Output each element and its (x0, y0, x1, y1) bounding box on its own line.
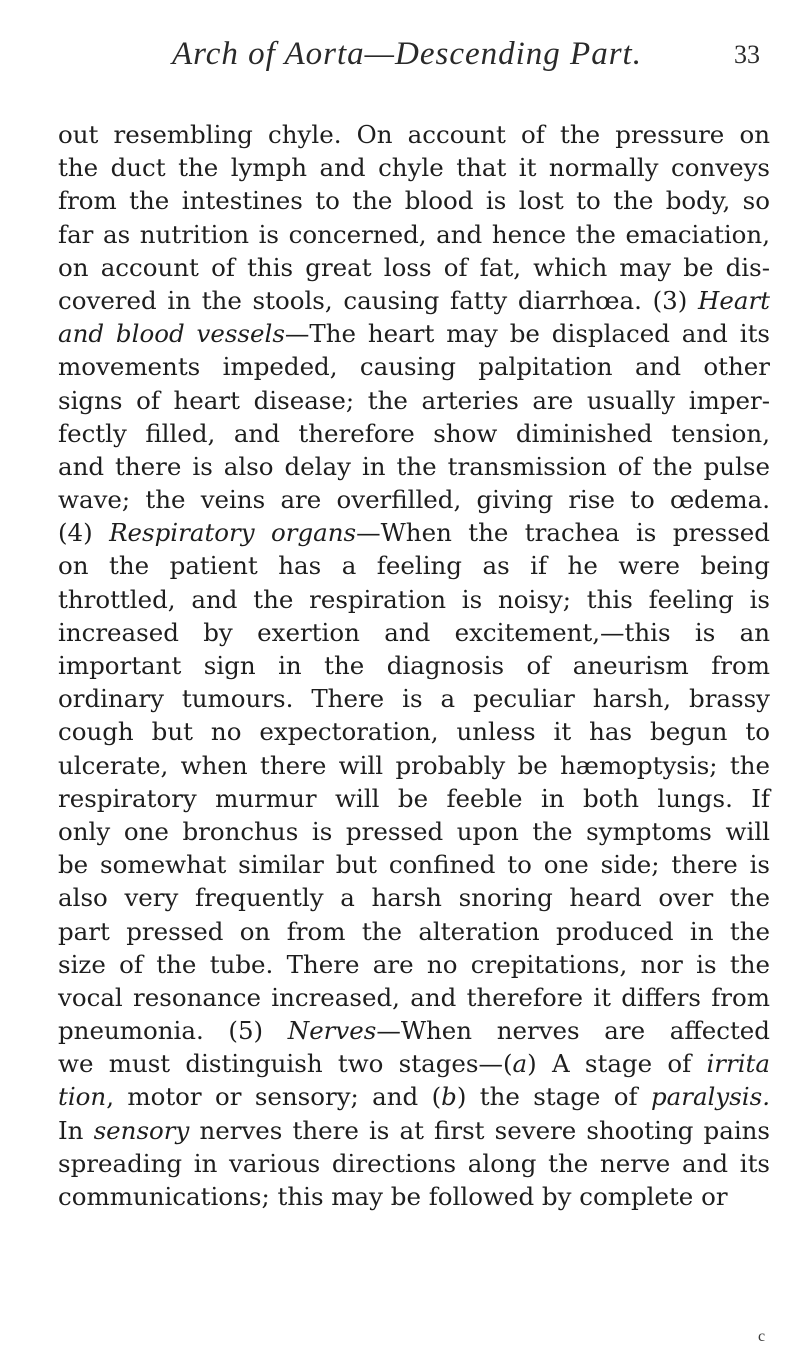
text-segment: we must distinguish two stages—( (58, 1049, 513, 1079)
text-line (58, 682, 770, 715)
text-segment: ulcerate, when there will probably be hæmoptysis; the (58, 750, 770, 780)
text-line (58, 616, 770, 649)
text-segment: signs of heart disease; the arteries are usually imper- (58, 385, 770, 415)
text-line (58, 782, 770, 815)
text-segment: —The heart may be displaced and its (284, 319, 770, 349)
text-line (58, 118, 770, 151)
text-line (58, 417, 770, 450)
italic-text-segment: Heart (697, 285, 770, 315)
text-segment: and there is also delay in the transmission of the pulse (58, 451, 770, 481)
text-segment: pneumonia. (5) (58, 1016, 288, 1046)
page-number: 33 (734, 40, 760, 69)
text-line (58, 881, 770, 914)
italic-text-segment: paralysis. (650, 1082, 771, 1112)
text-segment: important sign in the diagnosis of aneurism from (58, 651, 770, 680)
page-header (60, 36, 760, 76)
text-segment: increased by exertion and excitement,—this is an (58, 617, 770, 647)
body-text (58, 118, 770, 1213)
text-segment: spreading in various directions along the nerve and its (58, 1148, 770, 1178)
text-segment: —When the trachea is pressed (356, 518, 770, 548)
text-line (58, 815, 770, 848)
text-segment: In (58, 1115, 94, 1145)
text-line (58, 1047, 770, 1080)
text-segment: from the intestines to the blood is lost to the body, so (58, 186, 770, 216)
italic-text-segment: sensory (93, 1115, 190, 1145)
text-segment: fectly filled, and therefore show diminished tension, (58, 418, 770, 448)
text-line (58, 749, 770, 782)
text-line (58, 350, 770, 383)
text-segment: covered in the stools, causing fatty diarrhœa. (3) (58, 285, 698, 315)
text-segment: wave; the veins are overfilled, giving rise to œdema. (58, 485, 770, 515)
text-segment: be somewhat similar but confined to one side; there is (58, 850, 770, 880)
text-segment: on account of this great loss of fat, which may be dis- (58, 252, 770, 282)
text-segment: throttled, and the respiration is noisy; this feeling is (58, 584, 770, 614)
text-segment: (4) (58, 518, 110, 548)
italic-text-segment: a (512, 1049, 528, 1079)
text-line (58, 317, 770, 350)
text-segment: out resembling chyle. On account of the pressure on (58, 120, 770, 149)
text-line (58, 1147, 770, 1180)
text-segment: ) A stage of (527, 1049, 707, 1079)
text-segment: communications; this may be followed by complete or (58, 1182, 728, 1211)
text-line (58, 184, 770, 217)
italic-text-segment: tion (58, 1082, 107, 1112)
text-segment: far as nutrition is concerned, and hence the emaciation, (58, 219, 770, 249)
italic-text-segment: and blood vessels (58, 319, 285, 349)
italic-text-segment: Nerves (287, 1016, 377, 1046)
text-segment: cough but no expectoration, unless it has begun to (58, 717, 770, 747)
text-line (58, 848, 770, 881)
text-segment: on the patient has a feeling as if he were being (58, 551, 770, 581)
text-line (58, 649, 770, 682)
text-segment: also very frequently a harsh snoring heard over the (58, 883, 770, 913)
text-line (58, 715, 770, 748)
text-line (58, 583, 770, 616)
text-line (58, 251, 770, 284)
text-segment: size of the tube. There are no crepitations, nor is the (58, 949, 770, 979)
text-line (58, 549, 770, 582)
text-line (58, 1014, 770, 1047)
text-line (58, 284, 770, 317)
text-segment: movements impeded, causing palpitation and other (58, 352, 770, 382)
signature-mark: c (758, 1328, 766, 1345)
italic-text-segment: b (441, 1082, 457, 1112)
text-line (58, 151, 770, 184)
text-segment: the duct the lymph and chyle that it normally conveys (58, 153, 770, 183)
text-line (58, 450, 770, 483)
text-line (58, 516, 770, 549)
text-segment: only one bronchus is pressed upon the symptoms will (58, 816, 770, 846)
text-segment: ) the stage of (456, 1082, 651, 1112)
running-title: Arch of Aorta—Descending Part. (172, 36, 642, 72)
italic-text-segment: irrita (706, 1049, 770, 1079)
text-segment: nerves there is at first severe shooting pains (189, 1115, 771, 1145)
text-line (58, 218, 770, 251)
text-line (58, 915, 770, 948)
text-line (58, 384, 770, 417)
italic-text-segment: Respiratory organs (109, 518, 357, 548)
text-line (58, 1114, 770, 1147)
text-line (58, 1180, 770, 1213)
text-segment: vocal resonance increased, and therefore it differs from (58, 982, 770, 1012)
text-segment: part pressed on from the alteration produced in the (58, 916, 770, 946)
text-line (58, 981, 770, 1014)
text-segment: , motor or sensory; and ( (106, 1082, 442, 1112)
text-line (58, 948, 770, 981)
text-segment: ordinary tumours. There is a peculiar harsh, brassy (58, 684, 770, 714)
text-line (58, 1080, 770, 1113)
text-segment: respiratory murmur will be feeble in both lungs. If (58, 783, 770, 813)
text-segment: —When nerves are affected (376, 1016, 770, 1046)
text-line (58, 483, 770, 516)
